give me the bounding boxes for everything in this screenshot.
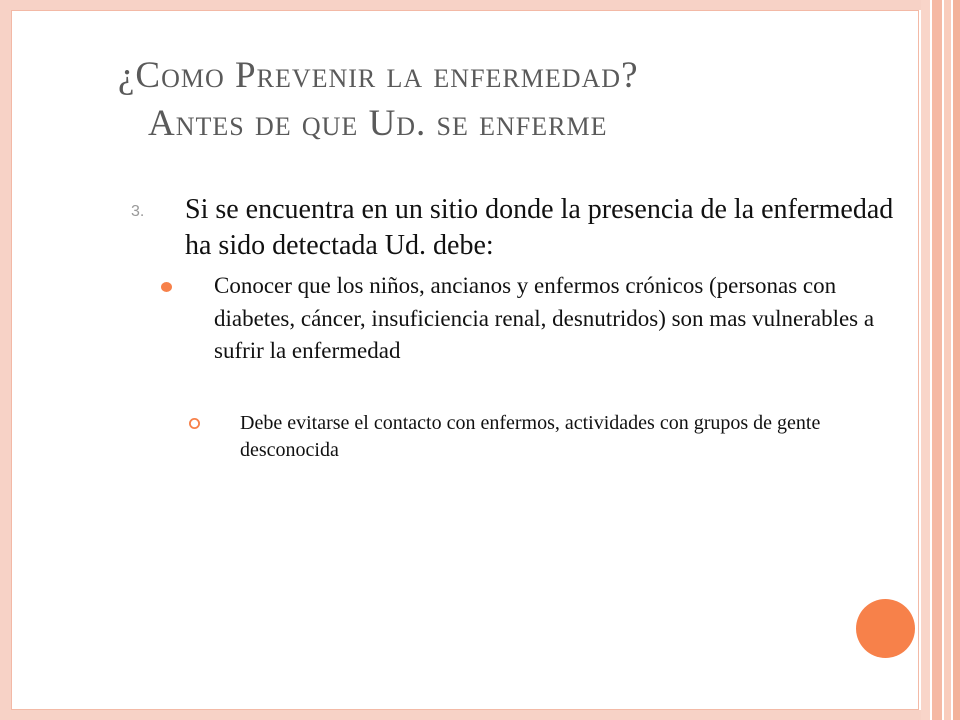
list-item-level-3: Debe evitarse el contacto con enfermos, actividades con grupos de gente desconocida [240,412,821,461]
list-item-level-1: Si se encuentra en un sitio donde la presencia de la enfermedad ha sido detectada Ud. debe: [185,194,894,261]
title-line-1: ¿Como Prevenir la enfermedad? [118,55,639,96]
numbered-list-marker: 3. [131,203,145,220]
list-item-level-2: Conocer que los niños, ancianos y enfermos crónicos (personas con diabetes, cáncer, insuficiencia renal, desnutridos) son mas vulnerables a sufrir la enfermedad [214,273,875,363]
filled-circle-bullet-icon [161,282,172,292]
title-line-2: Antes de que Ud. se enferme [148,103,608,144]
open-circle-bullet-icon [188,417,201,430]
